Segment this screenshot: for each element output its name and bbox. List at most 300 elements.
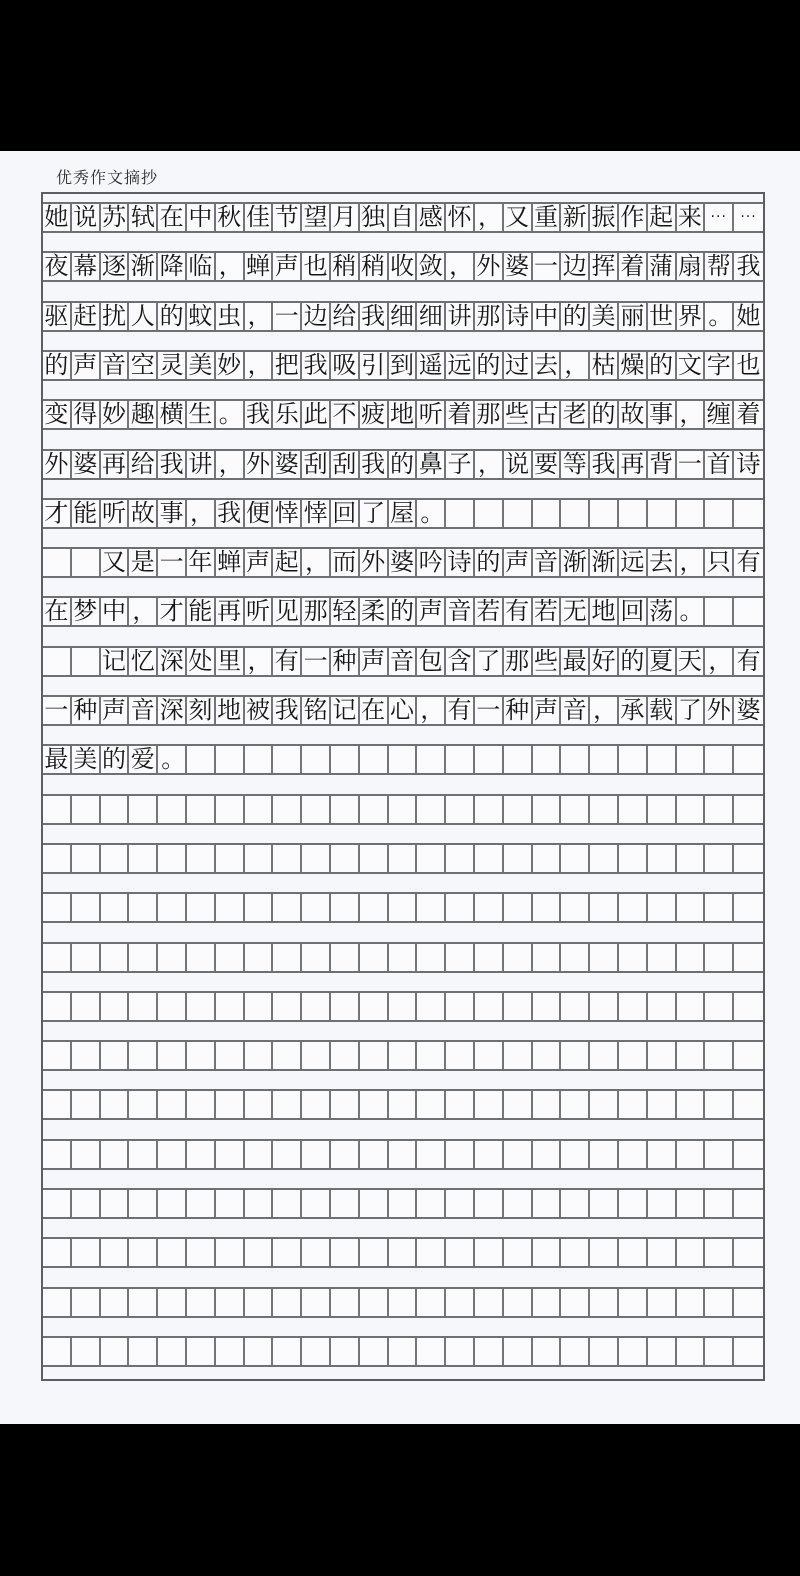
grid-cell: 载: [648, 697, 677, 724]
grid-cell: 。: [417, 500, 446, 527]
grid-cell: [129, 845, 158, 872]
grid-cell: [101, 993, 130, 1020]
grid-cell: 枯: [590, 352, 619, 379]
grid-cell: [504, 1338, 533, 1365]
grid-cell: 有: [504, 598, 533, 625]
grid-cell: [417, 1190, 446, 1217]
grid-cell: [158, 1338, 187, 1365]
grid-cell: 幕: [72, 253, 101, 280]
grid-cell: [590, 1091, 619, 1118]
grid-cell: [129, 993, 158, 1020]
grid-cell: [187, 796, 216, 823]
grid-cell: [331, 993, 360, 1020]
grid-cell: [72, 1042, 101, 1069]
grid-cell: [72, 1289, 101, 1316]
grid-cell: [360, 845, 389, 872]
grid-cell: [389, 845, 418, 872]
grid-cell: [101, 1338, 130, 1365]
grid-cell: [331, 1141, 360, 1168]
grid-cell: 承: [619, 697, 648, 724]
grid-cell: [533, 1042, 562, 1069]
grid-cell: 边: [561, 253, 590, 280]
grid-cell: 。: [158, 746, 187, 773]
grid-cell: 扰: [101, 303, 130, 330]
grid-cell: 给: [331, 303, 360, 330]
grid-cell: 外: [475, 253, 504, 280]
grid-cell: [129, 1239, 158, 1266]
grid-cell: [216, 796, 245, 823]
grid-cell: [389, 796, 418, 823]
grid-cell: [561, 1289, 590, 1316]
grid-cell: [475, 1190, 504, 1217]
grid-cell: 稍: [360, 253, 389, 280]
grid-row: [43, 794, 763, 825]
grid-cell: 那: [475, 401, 504, 428]
grid-cell: [360, 1091, 389, 1118]
grid-cell: 怀: [446, 204, 475, 231]
grid-cell: [216, 1091, 245, 1118]
grid-cell: 梦: [72, 598, 101, 625]
essay-page: [0, 151, 800, 1424]
grid-cell: [475, 746, 504, 773]
grid-cell: [158, 993, 187, 1020]
grid-cell: 最: [43, 746, 72, 773]
grid-cell: 外: [360, 549, 389, 576]
grid-cell: [504, 1141, 533, 1168]
grid-cell: 自: [389, 204, 418, 231]
grid-cell: 引: [360, 352, 389, 379]
grid-cell: [360, 1289, 389, 1316]
grid-cell: ，: [245, 352, 274, 379]
grid-cell: [245, 1338, 274, 1365]
grid-cell: [734, 1042, 763, 1069]
grid-cell: [446, 1091, 475, 1118]
grid-cell: 刻: [187, 697, 216, 724]
grid-cell: [72, 1338, 101, 1365]
grid-cell: 的: [561, 303, 590, 330]
grid-cell: [417, 1091, 446, 1118]
grid-cell: [504, 500, 533, 527]
grid-cell: 声: [504, 549, 533, 576]
grid-cell: 她: [43, 204, 72, 231]
grid-cell: [302, 1338, 331, 1365]
grid-cell: 再: [216, 598, 245, 625]
grid-cell: [245, 1289, 274, 1316]
grid-cell: 的: [475, 352, 504, 379]
grid-cell: 才: [43, 500, 72, 527]
grid-cell: 外: [705, 697, 734, 724]
grid-cell: 深: [158, 697, 187, 724]
grid-cell: [734, 1338, 763, 1365]
grid-cell: [273, 796, 302, 823]
grid-row: [43, 1237, 763, 1268]
grid-cell: [475, 1289, 504, 1316]
grid-cell: 了: [475, 648, 504, 675]
grid-cell: [475, 1338, 504, 1365]
grid-cell: 便: [245, 500, 274, 527]
grid-cell: 轼: [129, 204, 158, 231]
grid-cell: [331, 1091, 360, 1118]
grid-row: [43, 596, 763, 627]
grid-cell: [187, 1042, 216, 1069]
grid-cell: 地: [590, 598, 619, 625]
grid-cell: [533, 1141, 562, 1168]
grid-cell: [446, 993, 475, 1020]
grid-cell: ···: [705, 204, 734, 231]
grid-cell: ，: [187, 500, 216, 527]
grid-cell: 柔: [360, 598, 389, 625]
grid-cell: 音: [389, 648, 418, 675]
grid-cell: [648, 1091, 677, 1118]
grid-cell: 敛: [417, 253, 446, 280]
grid-cell: [734, 598, 763, 625]
grid-cell: 老: [561, 401, 590, 428]
grid-cell: [216, 1141, 245, 1168]
grid-cell: [590, 796, 619, 823]
grid-cell: [101, 1190, 130, 1217]
grid-cell: 降: [158, 253, 187, 280]
grid-cell: 的: [389, 598, 418, 625]
grid-cell: [389, 993, 418, 1020]
grid-cell: 婆: [389, 549, 418, 576]
grid-cell: [677, 993, 706, 1020]
grid-cell: 无: [561, 598, 590, 625]
grid-cell: [187, 1338, 216, 1365]
grid-cell: 那: [302, 598, 331, 625]
grid-cell: [533, 500, 562, 527]
grid-cell: [590, 1141, 619, 1168]
grid-cell: [129, 1190, 158, 1217]
grid-cell: 刮: [302, 451, 331, 478]
grid-cell: 婆: [736, 696, 761, 724]
grid-cell: [187, 944, 216, 971]
grid-row: [43, 350, 763, 381]
grid-cell: [331, 944, 360, 971]
grid-cell: [331, 1289, 360, 1316]
grid-cell: [504, 1091, 533, 1118]
grid-cell: [43, 1239, 72, 1266]
grid-cell: [734, 500, 763, 527]
grid-cell: [158, 944, 187, 971]
grid-cell: 空: [129, 352, 158, 379]
grid-cell: 变: [43, 401, 72, 428]
grid-cell: [590, 944, 619, 971]
grid-row: [43, 843, 763, 874]
grid-cell: [302, 1141, 331, 1168]
grid-cell: [158, 845, 187, 872]
grid-cell: [475, 944, 504, 971]
grid-cell: 望: [302, 204, 331, 231]
grid-cell: [360, 1338, 389, 1365]
grid-cell: [619, 746, 648, 773]
grid-cell: [245, 944, 274, 971]
grid-cell: 种: [331, 648, 360, 675]
grid-cell: 能: [72, 500, 101, 527]
grid-cell: [417, 845, 446, 872]
grid-cell: [734, 1190, 763, 1217]
grid-cell: [302, 993, 331, 1020]
grid-cell: [158, 894, 187, 921]
grid-cell: [590, 1338, 619, 1365]
grid-cell: [705, 500, 734, 527]
grid-cell: [446, 845, 475, 872]
grid-cell: [331, 1190, 360, 1217]
grid-cell: 也: [302, 253, 331, 280]
grid-cell: [273, 993, 302, 1020]
grid-cell: [360, 944, 389, 971]
grid-cell: [648, 1338, 677, 1365]
grid-cell: 的: [101, 746, 130, 773]
grid-cell: 刮: [331, 451, 360, 478]
grid-cell: 界: [677, 303, 706, 330]
grid-cell: [533, 845, 562, 872]
grid-cell: [475, 1239, 504, 1266]
grid-cell: [158, 1091, 187, 1118]
grid-cell: 作: [619, 204, 648, 231]
grid-cell: [129, 1042, 158, 1069]
grid-cell: [216, 993, 245, 1020]
grid-row: [43, 251, 763, 282]
grid-cell: [216, 1239, 245, 1266]
grid-cell: [619, 894, 648, 921]
grid-cell: [533, 1338, 562, 1365]
grid-cell: ，: [677, 401, 706, 428]
grid-cell: [561, 796, 590, 823]
grid-cell: [475, 796, 504, 823]
page-title: 优秀作文摘抄: [56, 168, 159, 187]
grid-cell: [72, 894, 101, 921]
grid-cell: [648, 796, 677, 823]
grid-cell: 的: [158, 303, 187, 330]
grid-cell: 天: [677, 648, 706, 675]
grid-cell: 渐: [590, 549, 619, 576]
grid-cell: [72, 845, 101, 872]
grid-cell: [533, 993, 562, 1020]
grid-cell: 乐: [273, 401, 302, 428]
grid-cell: [619, 845, 648, 872]
grid-cell: [245, 1190, 274, 1217]
grid-cell: 等: [561, 451, 590, 478]
grid-cell: [446, 894, 475, 921]
grid-cell: 蝉: [245, 253, 274, 280]
grid-cell: 着: [446, 401, 475, 428]
grid-cell: [734, 796, 763, 823]
grid-cell: [705, 1141, 734, 1168]
grid-cell: [677, 1091, 706, 1118]
grid-cell: 驱: [43, 303, 72, 330]
grid-cell: [561, 1091, 590, 1118]
grid-cell: [677, 1042, 706, 1069]
grid-cell: 横: [158, 401, 187, 428]
grid-cell: 鼻: [417, 451, 446, 478]
grid-cell: 悻: [273, 500, 302, 527]
grid-row: [43, 1287, 763, 1318]
grid-cell: [590, 1190, 619, 1217]
grid-cell: 一: [158, 549, 187, 576]
grid-row: [43, 942, 763, 973]
grid-cell: [705, 598, 734, 625]
grid-cell: [129, 1289, 158, 1316]
grid-cell: 荡: [648, 598, 677, 625]
grid-cell: [619, 1141, 648, 1168]
grid-cell: [734, 1289, 763, 1316]
grid-cell: 里: [216, 648, 245, 675]
grid-cell: [677, 1239, 706, 1266]
grid-cell: [389, 1091, 418, 1118]
grid-row: [43, 1089, 763, 1120]
grid-cell: 再: [619, 451, 648, 478]
grid-cell: [245, 1091, 274, 1118]
grid-cell: [561, 1042, 590, 1069]
grid-cell: 首: [705, 451, 734, 478]
grid-cell: [619, 1091, 648, 1118]
grid-cell: [216, 1190, 245, 1217]
grid-cell: [331, 845, 360, 872]
grid-cell: [533, 746, 562, 773]
grid-cell: 若: [475, 598, 504, 625]
grid-cell: [533, 1289, 562, 1316]
grid-row: [43, 449, 763, 480]
grid-cell: [273, 944, 302, 971]
grid-cell: [417, 1338, 446, 1365]
grid-cell: 我: [273, 697, 302, 724]
grid-cell: 听: [101, 500, 130, 527]
grid-cell: [648, 746, 677, 773]
grid-cell: 声: [273, 253, 302, 280]
grid-cell: 蝉: [216, 549, 245, 576]
grid-cell: [389, 1042, 418, 1069]
grid-cell: ，: [245, 648, 274, 675]
grid-row: [43, 498, 763, 529]
grid-cell: [561, 500, 590, 527]
grid-cell: [504, 944, 533, 971]
grid-cell: 逐: [101, 253, 130, 280]
grid-cell: [533, 944, 562, 971]
grid-cell: [331, 894, 360, 921]
grid-cell: [187, 746, 216, 773]
grid-cell: [389, 746, 418, 773]
grid-cell: 我: [590, 451, 619, 478]
grid-cell: [705, 1289, 734, 1316]
grid-cell: [475, 993, 504, 1020]
top-black-band: [0, 0, 800, 151]
grid-cell: 若: [533, 598, 562, 625]
grid-cell: 渐: [561, 549, 590, 576]
grid-cell: 婆: [273, 451, 302, 478]
grid-cell: 夏: [648, 648, 677, 675]
manuscript-grid-paper: [41, 192, 765, 1381]
grid-cell: [187, 894, 216, 921]
grid-row: [43, 1188, 763, 1219]
grid-cell: 音: [533, 549, 562, 576]
grid-cell: [648, 1190, 677, 1217]
grid-cell: 缠: [705, 401, 734, 428]
grid-cell: [705, 1042, 734, 1069]
grid-cell: [475, 1042, 504, 1069]
grid-cell: [302, 746, 331, 773]
grid-cell: [43, 1042, 72, 1069]
grid-cell: [331, 1239, 360, 1266]
grid-row: [43, 1040, 763, 1071]
grid-cell: 音: [129, 697, 158, 724]
grid-cell: 说: [72, 204, 101, 231]
grid-cell: 种: [504, 697, 533, 724]
grid-cell: [417, 1141, 446, 1168]
grid-cell: [648, 1141, 677, 1168]
grid-cell: [619, 993, 648, 1020]
grid-cell: [619, 500, 648, 527]
grid-cell: [43, 1141, 72, 1168]
grid-cell: [561, 894, 590, 921]
grid-cell: 记: [331, 697, 360, 724]
grid-cell: [245, 894, 274, 921]
grid-cell: 音: [101, 352, 130, 379]
grid-cell: 挥: [590, 253, 619, 280]
grid-cell: 世: [648, 303, 677, 330]
grid-cell: 了: [360, 500, 389, 527]
grid-cell: [504, 1289, 533, 1316]
grid-cell: [216, 746, 245, 773]
grid-cell: 渐: [129, 253, 158, 280]
grid-cell: ，: [216, 451, 245, 478]
grid-cell: ，: [216, 253, 245, 280]
grid-cell: [273, 1239, 302, 1266]
grid-cell: 她: [736, 301, 761, 330]
grid-cell: 外: [43, 451, 72, 478]
grid-cell: 悻: [302, 500, 331, 527]
grid-cell: 一: [475, 697, 504, 724]
grid-cell: [360, 1190, 389, 1217]
grid-cell: [331, 746, 360, 773]
grid-cell: [619, 796, 648, 823]
grid-cell: 吟: [417, 549, 446, 576]
grid-cell: [273, 1141, 302, 1168]
grid-row: [43, 1139, 763, 1170]
grid-cell: [705, 746, 734, 773]
grid-cell: [590, 1289, 619, 1316]
grid-cell: 振: [590, 204, 619, 231]
grid-row: [43, 301, 763, 332]
grid-cell: 在: [360, 697, 389, 724]
grid-cell: 记: [101, 648, 130, 675]
grid-row: [43, 202, 763, 233]
grid-cell: [504, 1042, 533, 1069]
grid-cell: [43, 549, 72, 576]
grid-cell: 故: [619, 401, 648, 428]
grid-cell: ，: [417, 697, 446, 724]
grid-cell: [561, 1338, 590, 1365]
grid-cell: [619, 1042, 648, 1069]
grid-cell: 临: [187, 253, 216, 280]
grid-cell: [734, 944, 763, 971]
grid-cell: [705, 1190, 734, 1217]
grid-cell: [360, 1239, 389, 1266]
grid-cell: [619, 1190, 648, 1217]
grid-cell: 那: [504, 648, 533, 675]
grid-cell: 丽: [619, 303, 648, 330]
grid-cell: 得: [72, 401, 101, 428]
grid-cell: [245, 1042, 274, 1069]
grid-cell: 一: [273, 303, 302, 330]
grid-cell: [677, 845, 706, 872]
grid-cell: 地: [216, 697, 245, 724]
grid-cell: 事: [648, 401, 677, 428]
grid-cell: 铭: [302, 697, 331, 724]
grid-cell: 听: [245, 598, 274, 625]
grid-cell: [302, 796, 331, 823]
grid-cell: 去: [533, 352, 562, 379]
grid-cell: [417, 944, 446, 971]
